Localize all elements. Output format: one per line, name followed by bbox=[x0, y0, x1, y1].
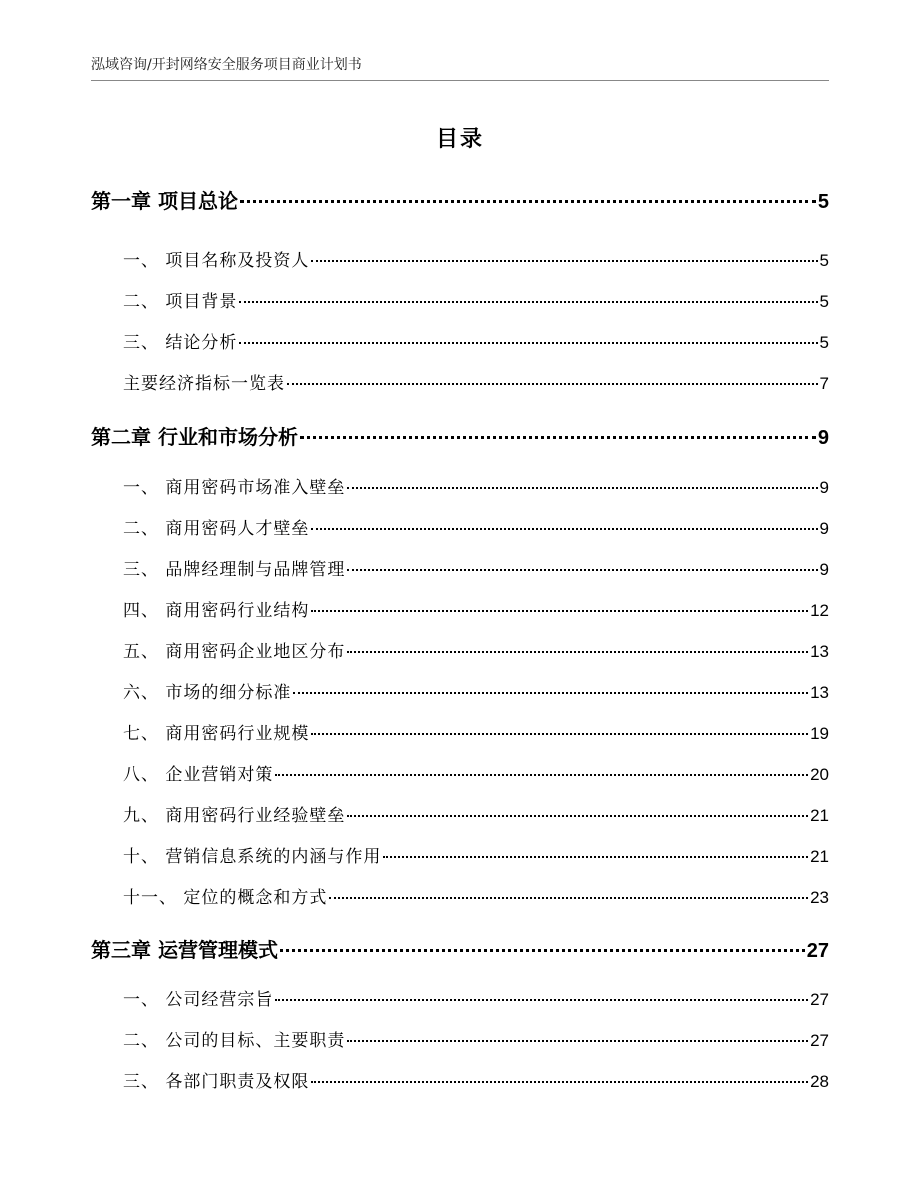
toc-chapter-entry[interactable] bbox=[91, 934, 829, 963]
toc-entry-label: 一、 项目名称及投资人 bbox=[123, 251, 310, 271]
toc-entry-page-number: 5 bbox=[819, 292, 829, 311]
toc-section-entry[interactable] bbox=[91, 883, 829, 908]
toc-section-entry[interactable] bbox=[91, 719, 829, 744]
toc-entry-label: 二、 项目背景 bbox=[123, 292, 238, 312]
toc-section-entry[interactable] bbox=[91, 678, 829, 703]
toc-entry-page-number: 12 bbox=[810, 601, 829, 620]
toc-entry-page-number: 13 bbox=[810, 642, 829, 661]
dot-leader bbox=[239, 342, 817, 344]
toc-entry-label: 主要经济指标一览表 bbox=[123, 374, 285, 394]
toc-section-entry[interactable] bbox=[91, 514, 829, 539]
toc-entry-label: 四、 商用密码行业结构 bbox=[123, 601, 310, 621]
toc-section-entry[interactable] bbox=[91, 1026, 829, 1051]
toc-entry-label: 第二章 行业和市场分析 bbox=[91, 425, 298, 449]
toc-entry-page-number: 28 bbox=[810, 1072, 829, 1091]
toc-entry-page-number: 5 bbox=[817, 191, 829, 213]
toc-entry-label: 三、 结论分析 bbox=[123, 333, 238, 353]
dot-leader bbox=[293, 692, 808, 694]
toc-entry-page-number: 9 bbox=[819, 560, 829, 579]
toc-entry-page-number: 5 bbox=[819, 333, 829, 352]
toc-section-entry[interactable] bbox=[91, 473, 829, 498]
dot-leader bbox=[311, 610, 808, 612]
toc-section-entry[interactable] bbox=[91, 637, 829, 662]
toc-section-entry[interactable] bbox=[91, 842, 829, 867]
toc-entry-label: 一、 公司经营宗旨 bbox=[123, 990, 274, 1010]
toc-entry-page-number: 23 bbox=[810, 888, 829, 907]
toc-section-entry[interactable] bbox=[91, 1067, 829, 1092]
toc-section-entry[interactable] bbox=[91, 328, 829, 353]
toc-entry-label: 第三章 运营管理模式 bbox=[91, 938, 278, 962]
toc-chapter-entry[interactable] bbox=[91, 421, 829, 450]
dot-leader bbox=[275, 999, 808, 1001]
toc-entry-page-number: 9 bbox=[819, 478, 829, 497]
dot-leader bbox=[383, 856, 808, 858]
dot-leader bbox=[347, 651, 808, 653]
dot-leader bbox=[311, 733, 808, 735]
toc-entry-page-number: 7 bbox=[819, 374, 829, 393]
toc-entry-label: 六、 市场的细分标准 bbox=[123, 683, 292, 703]
dot-leader bbox=[347, 569, 817, 571]
toc-entry-label: 三、 各部门职责及权限 bbox=[123, 1072, 310, 1092]
toc-section-entry[interactable] bbox=[91, 555, 829, 580]
toc-entry-label: 第一章 项目总论 bbox=[91, 189, 238, 213]
toc-entry-page-number: 19 bbox=[810, 724, 829, 743]
dot-leader bbox=[347, 1040, 808, 1042]
dot-leader bbox=[287, 383, 818, 385]
dot-leader bbox=[311, 1081, 808, 1083]
toc-section-entry[interactable] bbox=[91, 760, 829, 785]
toc-section-entry[interactable] bbox=[91, 287, 829, 312]
toc-entry-label: 一、 商用密码市场准入壁垒 bbox=[123, 478, 346, 498]
dot-leader bbox=[280, 949, 805, 952]
toc-entry-page-number: 9 bbox=[817, 427, 829, 449]
dot-leader bbox=[311, 528, 817, 530]
toc-entry-label: 七、 商用密码行业规模 bbox=[123, 724, 310, 744]
toc-section-entry[interactable] bbox=[91, 246, 829, 271]
dot-leader bbox=[239, 301, 817, 303]
toc-chapter-entry[interactable] bbox=[91, 185, 829, 214]
dot-leader bbox=[240, 200, 816, 203]
toc-entry-page-number: 9 bbox=[819, 519, 829, 538]
toc-entry-page-number: 21 bbox=[810, 847, 829, 866]
toc-entry-page-number: 5 bbox=[819, 251, 829, 270]
toc-entry-page-number: 27 bbox=[806, 940, 829, 962]
dot-leader bbox=[311, 260, 817, 262]
dot-leader bbox=[275, 774, 808, 776]
toc-entry-page-number: 20 bbox=[810, 765, 829, 784]
toc-title: 目录 bbox=[435, 127, 484, 152]
toc-entry-page-number: 27 bbox=[810, 990, 829, 1009]
toc-entry-label: 三、 品牌经理制与品牌管理 bbox=[123, 560, 346, 580]
toc-entry-page-number: 27 bbox=[810, 1031, 829, 1050]
toc-section-entry[interactable] bbox=[91, 596, 829, 621]
toc-entry-page-number: 13 bbox=[810, 683, 829, 702]
toc-entry-page-number: 21 bbox=[810, 806, 829, 825]
dot-leader bbox=[300, 436, 816, 439]
dot-leader bbox=[347, 815, 808, 817]
dot-leader bbox=[329, 897, 808, 899]
toc-section-entry[interactable] bbox=[91, 369, 829, 394]
toc-section-entry[interactable] bbox=[91, 985, 829, 1010]
running-header: 泓域咨询/开封网络安全服务项目商业计划书 bbox=[91, 54, 829, 81]
toc-entry-label: 九、 商用密码行业经验壁垒 bbox=[123, 806, 346, 826]
toc-entry-label: 二、 公司的目标、主要职责 bbox=[123, 1031, 346, 1051]
dot-leader bbox=[347, 487, 817, 489]
toc-entry-label: 十、 营销信息系统的内涵与作用 bbox=[123, 847, 382, 867]
toc-entry-label: 二、 商用密码人才壁垒 bbox=[123, 519, 310, 539]
toc-entry-label: 十一、 定位的概念和方式 bbox=[123, 888, 328, 908]
toc-section-entry[interactable] bbox=[91, 801, 829, 826]
toc-entry-label: 八、 企业营销对策 bbox=[123, 765, 274, 785]
toc-entry-label: 五、 商用密码企业地区分布 bbox=[123, 642, 346, 662]
